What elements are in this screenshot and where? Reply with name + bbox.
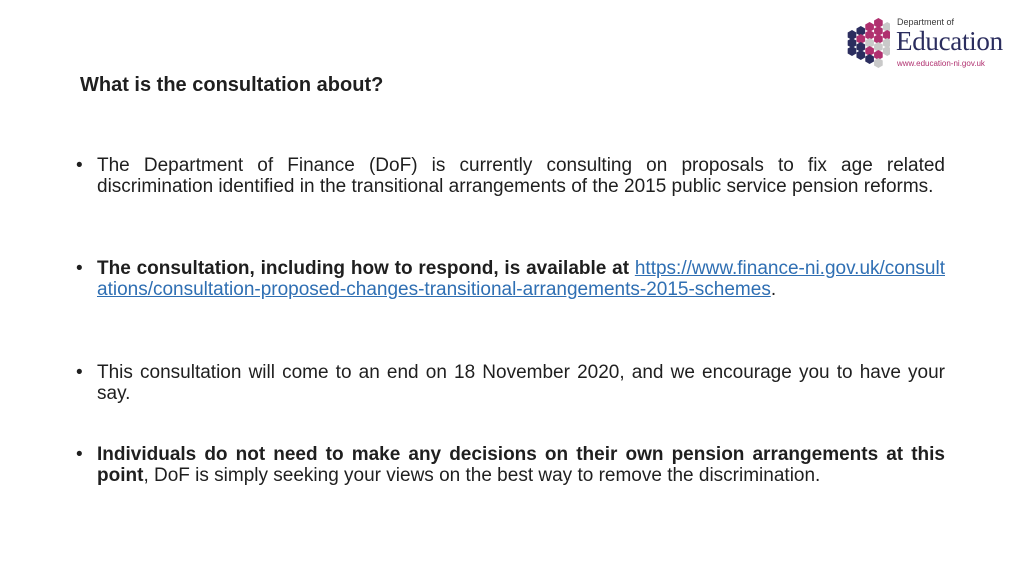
logo-department-text: Department of (897, 17, 955, 27)
bullet-text: This consultation will come to an end on 18 November 2020, and we encourage you to have your say. (97, 362, 945, 404)
bullet-marker: • (76, 258, 83, 279)
hexagon-cluster-icon (846, 17, 890, 69)
logo-hexagon (874, 58, 883, 68)
page-title: What is the consultation about? (80, 74, 384, 96)
bullet-text: The Department of Finance (DoF) is currently consulting on proposals to fix age related discrimination identified in the transitional arrangements of the 2015 public service pension reforms. (97, 155, 945, 197)
logo-url-text: www.education-ni.gov.uk (897, 59, 985, 68)
bullet-marker: • (76, 155, 83, 176)
consultation-link[interactable]: https://www.finance-ni.gov.uk/consultations/consultation-proposed-changes-transitional-arrangements-2015-schemes (97, 258, 945, 300)
logo-hexagon (865, 54, 874, 64)
bullet-tail: . (770, 279, 777, 300)
bullet-item (76, 258, 945, 300)
department-logo (846, 14, 1006, 72)
bullet-item (76, 155, 945, 197)
bullet-marker: • (76, 444, 83, 465)
bullet-bold-text: The consultation, including how to respond, is available at (97, 258, 630, 279)
logo-name-text: Education (896, 26, 1003, 56)
bullet-bold-text: Individuals do not need to make any decisions on their own pension arrangements at this point (97, 444, 945, 486)
bullet-text: , DoF is simply seeking your views on the best way to remove the discrimination. (143, 465, 821, 486)
logo-hexagon (883, 46, 890, 56)
logo-hexagon (856, 50, 865, 60)
logo-hexagon (848, 46, 857, 56)
bullet-item (76, 444, 945, 486)
bullet-item (76, 362, 945, 404)
bullet-marker: • (76, 362, 83, 383)
